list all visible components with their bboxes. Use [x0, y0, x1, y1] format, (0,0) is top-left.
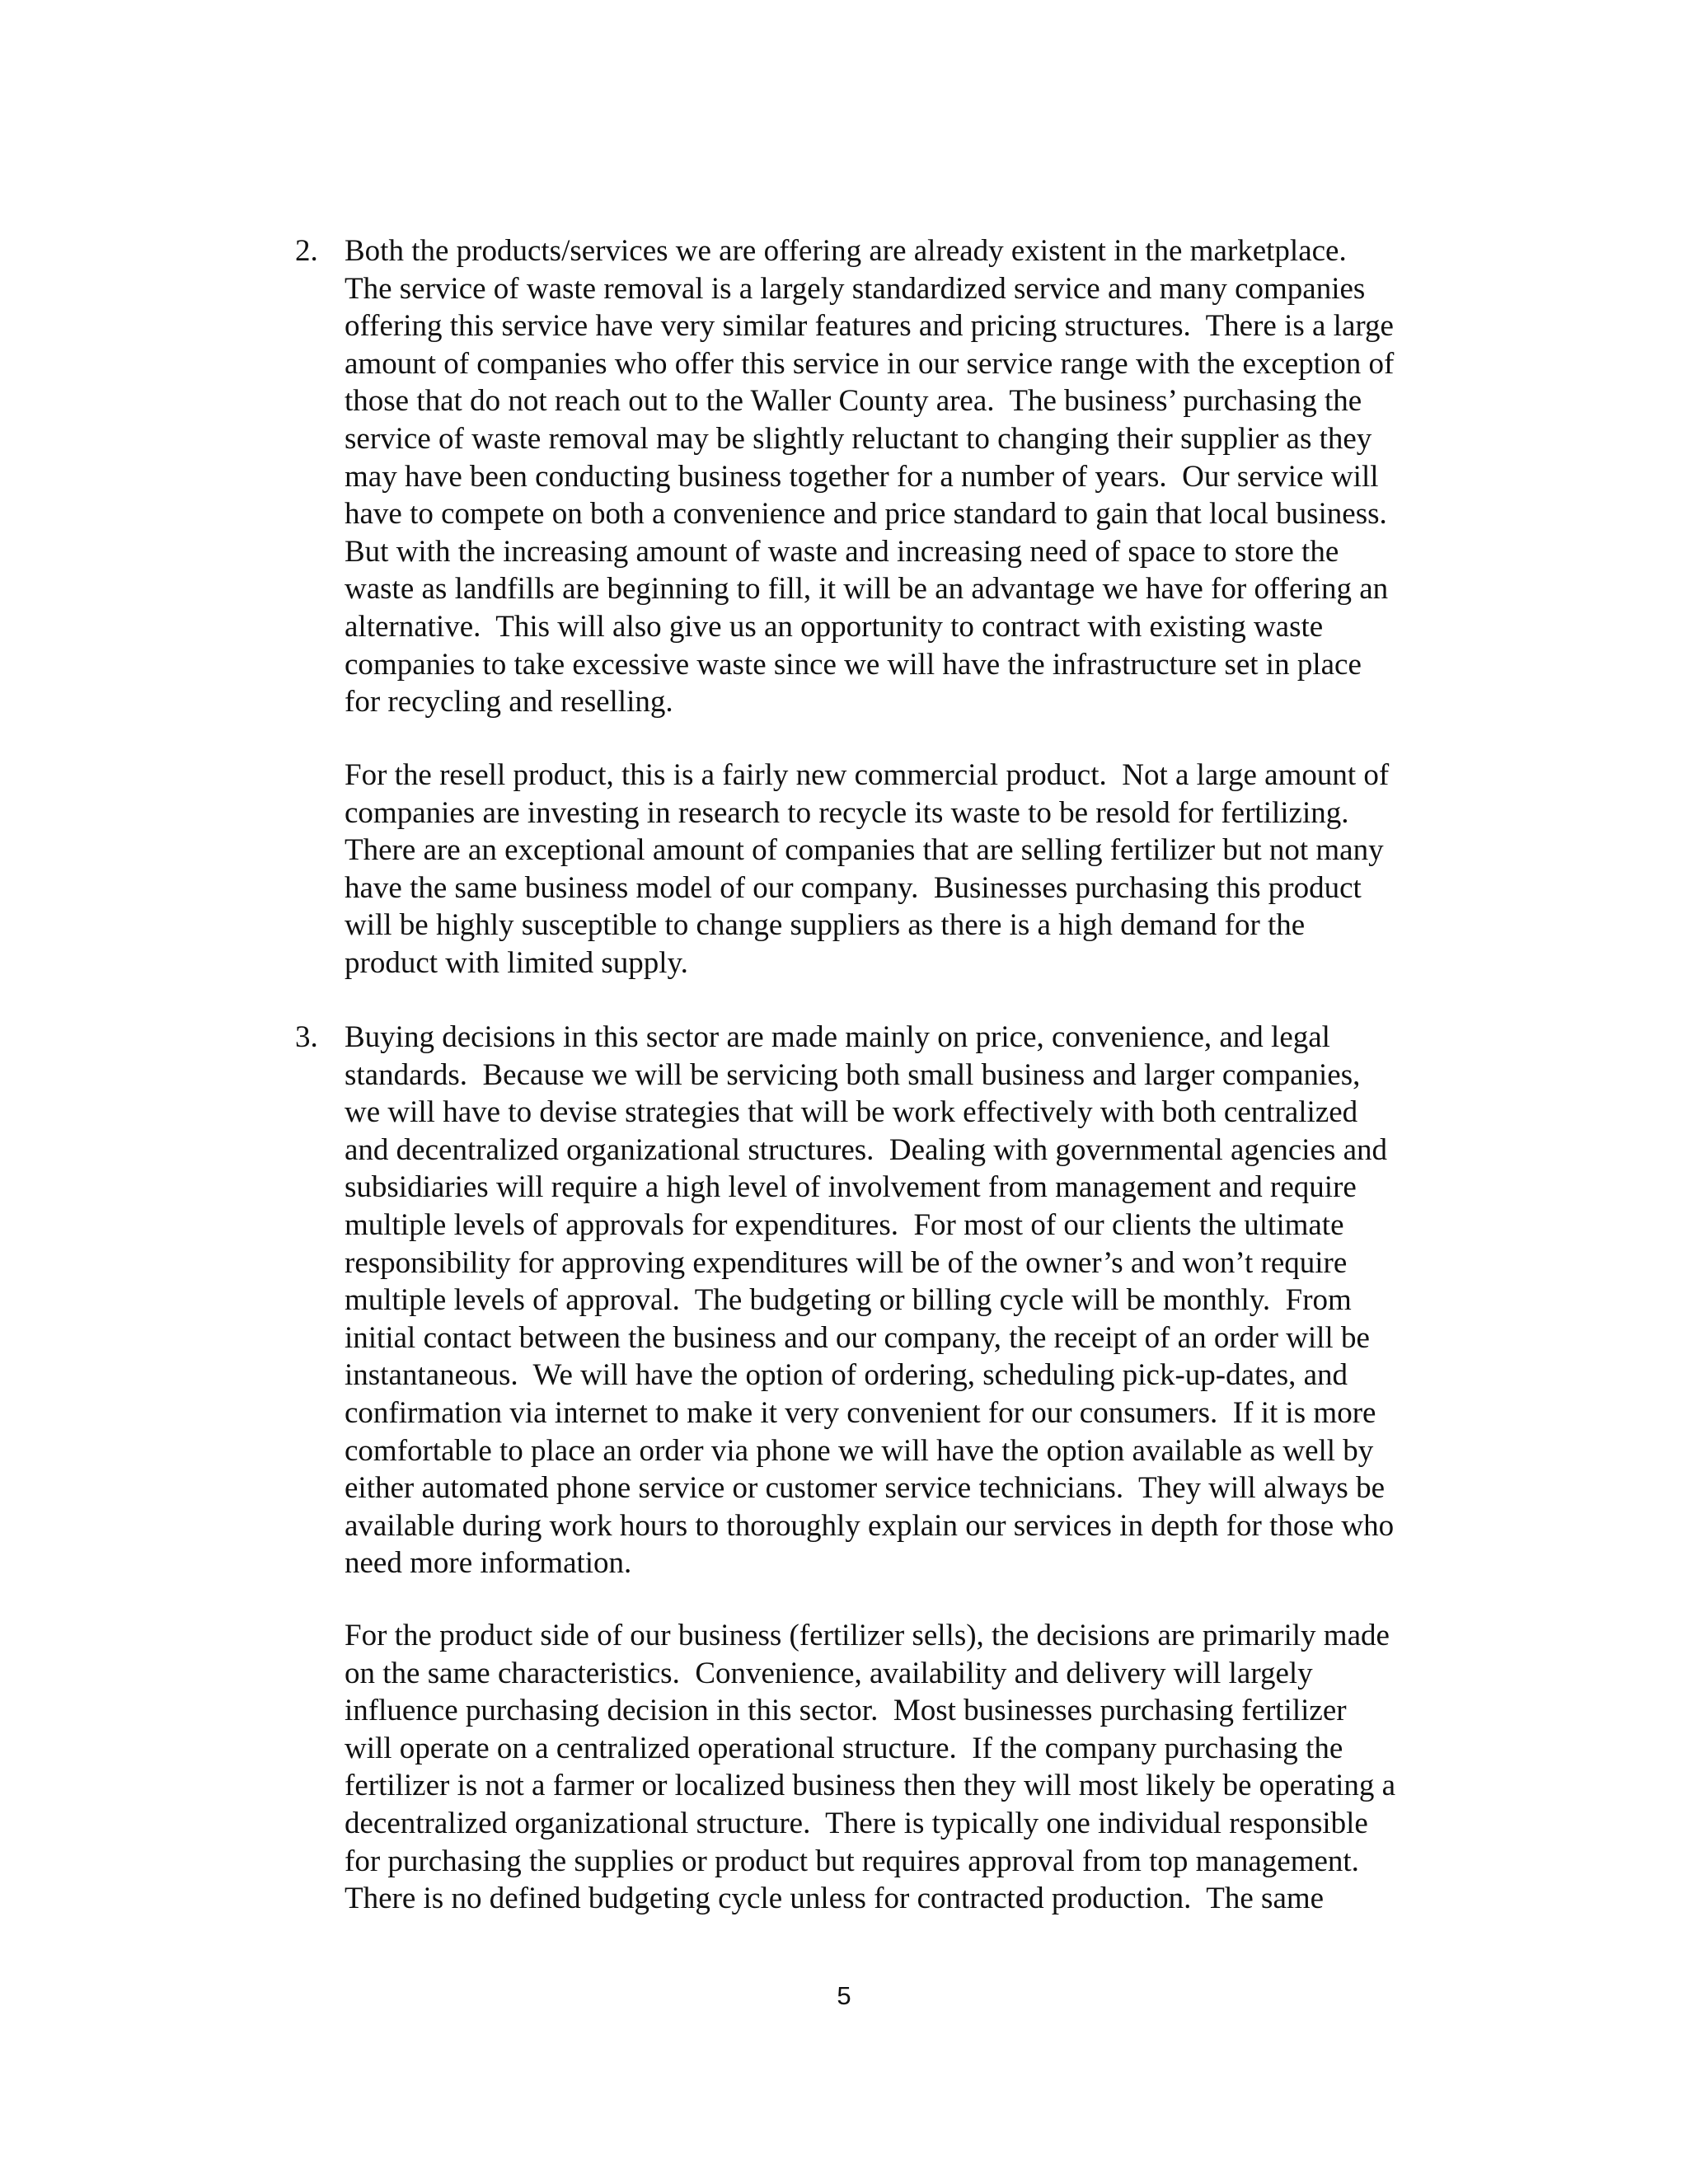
page-number: 5 [837, 1981, 851, 2010]
list-number-3: 3. [295, 1020, 318, 1054]
paragraph-item-3-buying-decisions: Buying decisions in this sector are made mainly on price, convenience, and legal standards. Because we will be servicing both small business and larger companies, we will have to devise strategies that will be work effectively with both centralized and decentralized organizational structures. Dealing with governmental agencies and subsidiaries will require a high level of involvement from management and require multiple levels of approvals for expenditures. For most of our clients the ultimate responsibility for approving expenditures will be of the owner’s and won’t require multiple levels of approval. The budgeting or billing cycle will be monthly. From initial contact between the business and our company, the receipt of an order will be instantaneous. We will have the option of ordering, scheduling pick-up-dates, and confirmation via internet to make it very convenient for our consumers. If it is more comfortable to place an order via phone we will have the option available as well by either automated phone service or customer service technicians. They will always be available during work hours to thoroughly explain our services in depth for those who need more information. [345, 1020, 1395, 1581]
list-number-2: 2. [295, 234, 318, 268]
paragraph-item-3-fertilizer-decisions: For the product side of our business (fertilizer sells), the decisions are primarily made on the same characteristics. Convenience, availability and delivery will largely influence purchasing decision in this sector. Most businesses purchasing fertilizer will operate on a centralized operational structure. If the company purchasing the fertilizer is not a farmer or localized business then they will most likely be operating a decentralized organizational structure. There is typically one individual responsible for purchasing the supplies or product but requires approval from top management. There is no defined budgeting cycle unless for contracted production. The same [345, 1619, 1396, 1916]
paragraph-item-2-resell-product: For the resell product, this is a fairly new commercial product. Not a large amount of companies are investing in research to recycle its waste to be resold for fertilizing. There are an exceptional amount of companies that are selling fertilizer but not many have the same business model of our company. Businesses purchasing this product will be highly susceptible to change suppliers as there is a high demand for the product with limited supply. [345, 758, 1390, 980]
paragraph-item-2-market-products: Both the products/services we are offering are already existent in the marketplace. The service of waste removal is a largely standardized service and many companies offering this service have very similar features and pricing structures. There is a large amount of companies who offer this service in our service range with the exception of those that do not reach out to the Waller County area. The business’ purchasing the service of waste removal may be slightly reluctant to changing their supplier as they may have been conducting business together for a number of years. Our service will have to compete on both a convenience and price standard to gain that local business. But with the increasing amount of waste and increasing need of space to store the waste as landfills are beginning to fill, it will be an advantage we have for offering an alternative. This will also give us an opportunity to contract with existing waste companies to take excessive waste since we will have the infrastructure set in place for recycling and reselling. [345, 234, 1395, 719]
